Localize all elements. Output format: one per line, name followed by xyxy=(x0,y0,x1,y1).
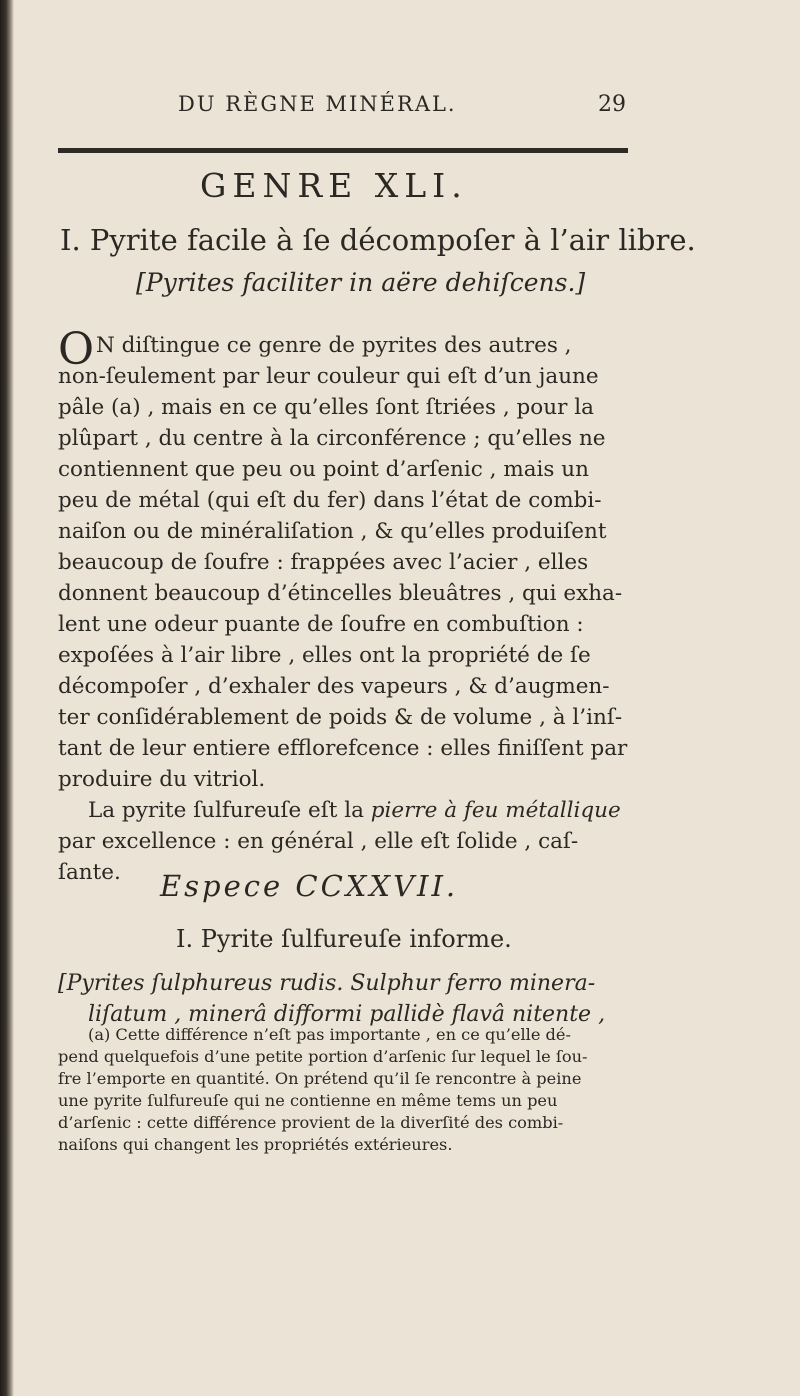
body-line xyxy=(58,795,638,826)
footnote-line: pend quelquefois d’une petite portion d’arſenic ſur lequel le ſou- xyxy=(58,1047,588,1066)
body-line: ſante. xyxy=(58,860,121,885)
body-line: lent une odeur puante de ſoufre en combuſtion : xyxy=(58,612,584,637)
footnote-line: naiſons qui changent les propriétés extérieures. xyxy=(58,1135,453,1154)
body-line: donnent beaucoup d’étincelles bleuâtres , qui exha- xyxy=(58,581,623,606)
footnote xyxy=(58,1024,642,1156)
body-line: peu de métal (qui eſt du fer) dans l’état de combi- xyxy=(58,488,602,513)
body-line: par excellence : en général , elle eſt ſolide , caſ- xyxy=(58,829,579,854)
body-text-run: La pyrite ſulfureuſe eſt la xyxy=(88,798,371,823)
body-line: produire du vitriol. xyxy=(58,767,266,792)
body-text xyxy=(58,324,638,888)
footnote-line: fre l’emporte en quantité. On prétend qu’il ſe rencontre à peine xyxy=(58,1069,582,1088)
body-line: N diſtingue ce genre de pyrites des autres , xyxy=(96,333,572,358)
page-number: 29 xyxy=(598,92,626,117)
body-line: naiſon ou de minéraliſation , & qu’elles produiſent xyxy=(58,519,607,544)
latin-line: liſatum , minerâ difformi pallidè flavâ nitente , xyxy=(88,1002,606,1027)
emphasis-text: pierre à feu métallique xyxy=(370,798,621,823)
drop-cap: O xyxy=(58,324,95,375)
body-line: pâle (a) , mais en ce qu’elles ſont ſtriées , pour la xyxy=(58,395,594,420)
latin-description xyxy=(58,968,638,1030)
body-line: tant de leur entiere efflorefcence : elles finiſſent par xyxy=(58,736,628,761)
body-line: contiennent que peu ou point d’arſenic , mais un xyxy=(58,457,589,482)
footnote-line: d’arſenic : cette différence provient de la diverſité des combi- xyxy=(58,1113,564,1132)
body-line: ter conſidérablement de poids & de volume , à l’inſ- xyxy=(58,705,623,730)
espece-subtitle: I. Pyrite ſulfureuſe informe. xyxy=(176,925,512,953)
running-head: DU RÈGNE MINÉRAL. xyxy=(178,92,457,116)
footnote-line: une pyrite ſulfureuſe qui ne contienne en même tems un peu xyxy=(58,1091,558,1110)
body-line: plûpart , du centre à la circonférence ; qu’elles ne xyxy=(58,426,606,451)
body-line: non-ſeulement par leur couleur qui eſt d’un jaune xyxy=(58,364,599,389)
latin-title: [Pyrites faciliter in aëre dehiſcens.] xyxy=(136,268,586,297)
footnote-line: (a) Cette différence n’eſt pas importante , en ce qu’elle dé- xyxy=(88,1025,571,1044)
page-binding-edge xyxy=(0,0,14,1396)
genre-title: GENRE XLI. xyxy=(200,166,468,205)
espece-title: Espece CCXXVII. xyxy=(160,869,459,903)
body-line: beaucoup de ſoufre : frappées avec l’acier , elles xyxy=(58,550,589,575)
body-line: expoſées à l’air libre , elles ont la propriété de ſe xyxy=(58,643,591,668)
header-rule xyxy=(58,148,628,153)
latin-line: [Pyrites ſulphureus rudis. Sulphur ferro minera- xyxy=(58,971,596,996)
body-line: décompoſer , d’exhaler des vapeurs , & d’augmen- xyxy=(58,674,610,699)
section-title: I. Pyrite facile à ſe décompoſer à l’air libre. xyxy=(60,223,696,257)
